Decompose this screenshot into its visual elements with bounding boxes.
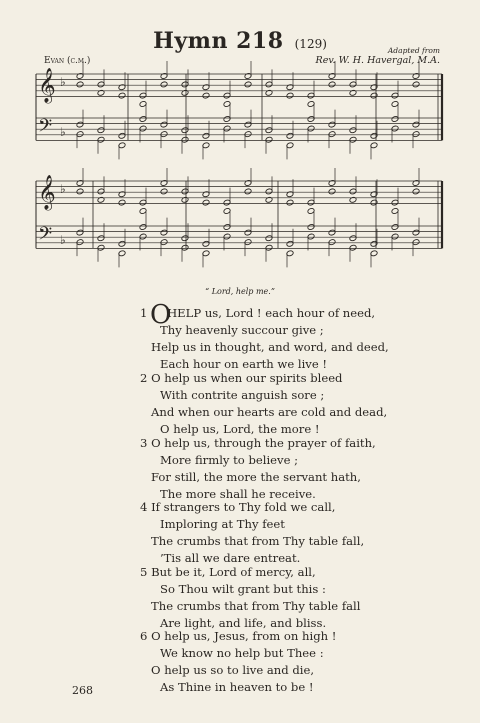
note-head — [97, 196, 105, 203]
bass-clef: 𝄢 — [38, 224, 53, 249]
page-number: 268 — [72, 684, 93, 697]
stanza-number: 1 — [140, 306, 152, 320]
note-head — [370, 92, 378, 99]
stanza-number: 2 — [140, 371, 152, 385]
note-head — [286, 199, 294, 206]
stanza-line — [140, 370, 387, 387]
flat-sign: ♭ — [60, 125, 66, 139]
stanza-line: So Thou wilt grant but this : — [160, 582, 326, 596]
flat-sign: ♭ — [60, 233, 66, 247]
note-head — [370, 199, 378, 206]
hymn-alt-number: (129) — [294, 37, 327, 51]
drop-cap: O — [150, 300, 172, 330]
stanza-line: O help us so to live and die, — [151, 663, 315, 677]
stanza-line-text: O help us, through the prayer of faith, — [151, 436, 376, 450]
verse-caption: “ Lord, help me.” — [205, 287, 275, 296]
stanza-2 — [140, 370, 387, 438]
stanza-line: The more shall he receive. — [160, 487, 316, 501]
music-score — [0, 0, 480, 290]
stanza-line: And when our hearts are cold and dead, — [151, 405, 388, 419]
attribution-prefix: Adapted from — [387, 46, 440, 55]
note-head — [412, 81, 420, 88]
note-head — [76, 188, 84, 195]
stanza-line: With contrite anguish sore ; — [160, 388, 325, 402]
note-head — [97, 89, 105, 96]
stanza-number: 3 — [140, 436, 152, 450]
note-head — [286, 92, 294, 99]
stanza-line-text: O help us when our spirits bleed — [151, 371, 343, 385]
note-head — [412, 188, 420, 195]
stanza-line: For still, the more the servant hath, — [151, 470, 361, 484]
stanza-line: Help us in thought, and word, and deed, — [151, 340, 389, 354]
bass-clef: 𝄢 — [38, 116, 53, 141]
note-head — [349, 89, 357, 96]
stanza-number: 6 — [140, 629, 152, 643]
stanza-line: ’Tis all we dare entreat. — [160, 551, 301, 565]
stanza-5 — [140, 564, 360, 632]
stanza-line — [140, 499, 364, 516]
note-head — [265, 196, 273, 203]
attribution-author: Rev. W. H. Havergal, M.A. — [315, 55, 440, 66]
stanza-3 — [140, 435, 376, 503]
stanza-line — [140, 628, 336, 645]
note-head — [202, 92, 210, 99]
note-head — [265, 89, 273, 96]
stanza-line — [140, 435, 376, 452]
stanza-number: 4 — [140, 500, 152, 514]
stanza-line — [140, 564, 360, 581]
note-head — [202, 199, 210, 206]
note-head — [181, 89, 189, 96]
note-head — [349, 196, 357, 203]
flat-sign: ♭ — [60, 75, 66, 89]
stanza-line: The crumbs that from Thy table fall — [151, 599, 361, 613]
stanza-line-text: HELP us, Lord ! each hour of need, — [167, 306, 376, 320]
stanza-line-text: But be it, Lord of mercy, all, — [151, 565, 316, 579]
stanza-line: More firmly to believe ; — [160, 453, 299, 467]
hymn-title-text: Hymn 218 — [153, 28, 284, 54]
stanza-line-text: O help us, Jesus, from on high ! — [151, 629, 337, 643]
note-head — [160, 81, 168, 88]
note-head — [181, 196, 189, 203]
stanza-line: The crumbs that from Thy table fall, — [151, 534, 365, 548]
note-head — [244, 188, 252, 195]
treble-clef: 𝄞 — [38, 175, 56, 210]
stanza-6 — [140, 628, 336, 696]
stanza-line: We know no help but Thee : — [160, 646, 324, 660]
stanza-line: Imploring at Thy feet — [160, 517, 285, 531]
note-head — [244, 81, 252, 88]
note-head — [118, 199, 126, 206]
stanza-line-text: If strangers to Thy fold we call, — [151, 500, 336, 514]
note-head — [118, 92, 126, 99]
note-head — [328, 81, 336, 88]
tune-name: Evan (c.m.) — [44, 56, 91, 66]
stanza-line: As Thine in heaven to be ! — [160, 680, 314, 694]
note-head — [160, 188, 168, 195]
treble-clef: 𝄞 — [38, 68, 56, 103]
stanza-number: 5 — [140, 565, 152, 579]
stanza-line: Each hour on earth we live ! — [160, 357, 328, 371]
flat-sign: ♭ — [60, 182, 66, 196]
stanza-1 — [140, 300, 389, 373]
stanza-line: Are light, and life, and bliss. — [160, 616, 327, 630]
stanza-line: Thy heavenly succour give ; — [160, 323, 324, 337]
note-head — [328, 188, 336, 195]
stanza-line: O help us, Lord, the more ! — [160, 422, 320, 436]
note-head — [76, 81, 84, 88]
stanza-4 — [140, 499, 364, 567]
